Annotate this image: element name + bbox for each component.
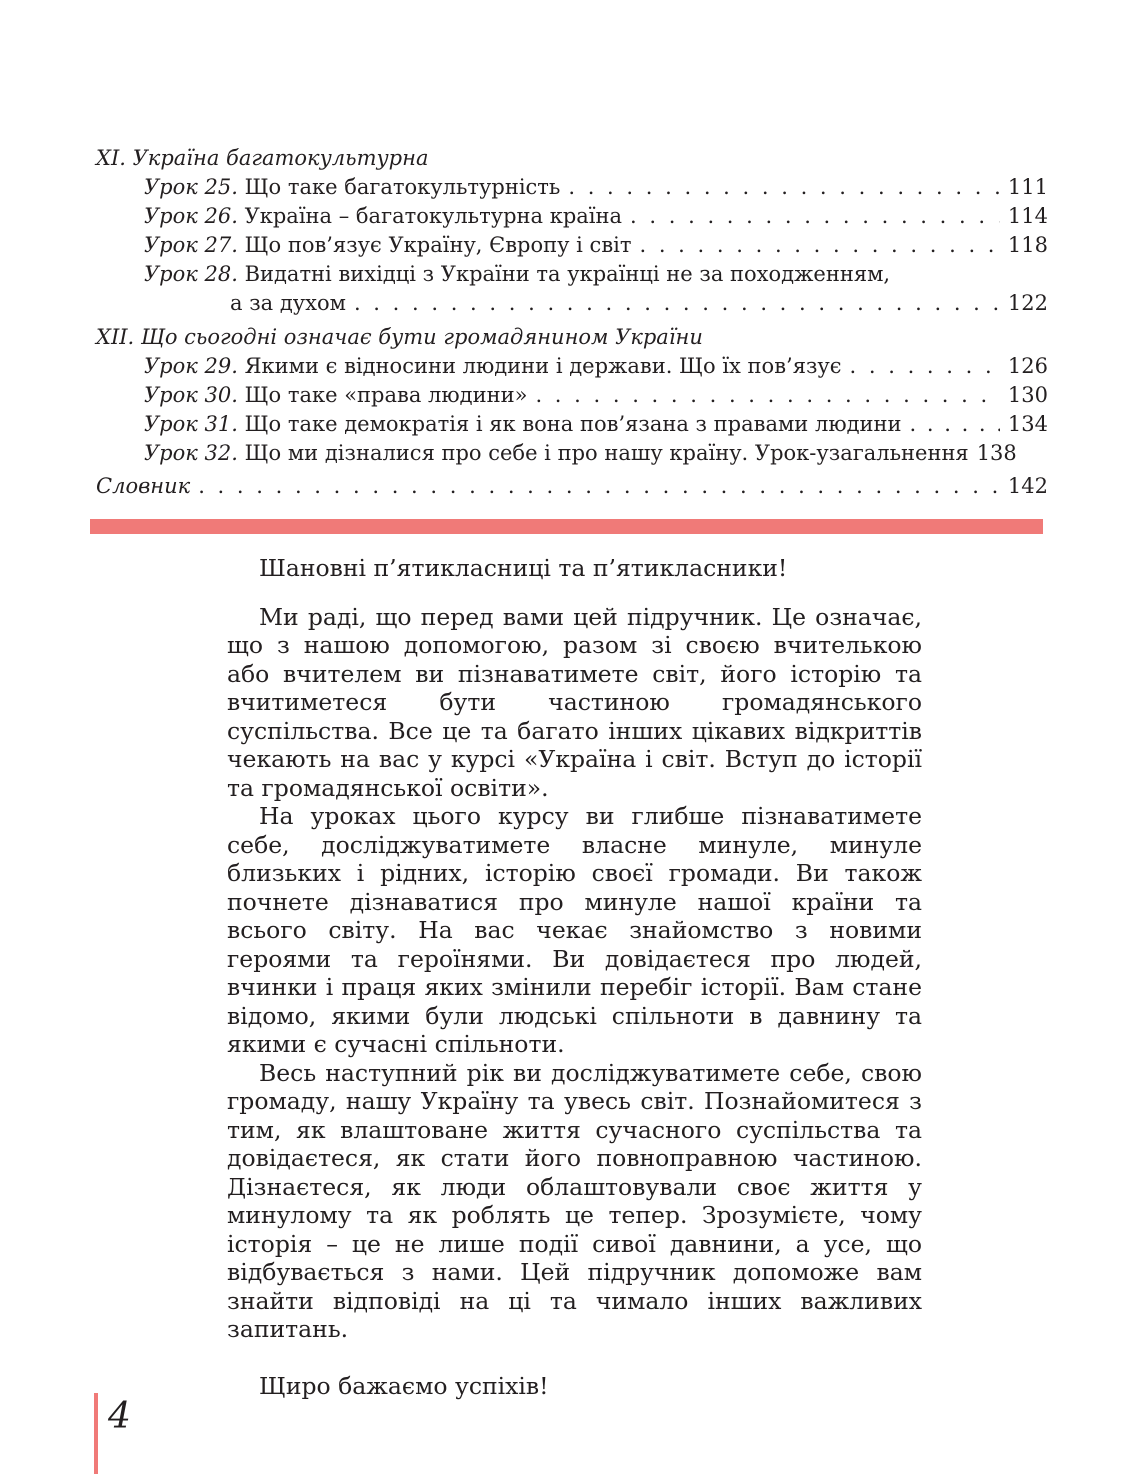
- toc-lesson-title: Видатні вихідці з України та українці не за походженням,: [244, 262, 891, 286]
- toc-entry-glossary[interactable]: [96, 472, 1048, 501]
- toc-lesson-title: Що ми дізналися про себе і про нашу країну. Урок-узагальнення: [244, 441, 969, 465]
- toc-entry-lesson-27[interactable]: [96, 231, 1048, 260]
- intro-paragraph: Весь наступний рік ви досліджуватимете себе, свою громаду, нашу Україну та увесь світ. Познайомитеся з тим, як влаштоване життя сучасного суспільства та довідаєтеся, як стати його повноправною частиною. Дізнаєтеся, як люди облаштовували своє життя у минулому та як роблять це тепер. Зрозумієте, чому історія – це не лише події сивої давнини, а усе, що відбувається з нами. Цей підручник допоможе вам знайти відповіді на ці та чимало інших важливих запитань.: [227, 1058, 922, 1343]
- toc-lesson-label: Урок 25.: [144, 175, 238, 199]
- toc-section-title: XI. Україна багатокультурна: [96, 146, 429, 170]
- toc-glossary-label: Словник: [96, 474, 191, 498]
- toc-entry-lesson-32[interactable]: [96, 439, 1048, 468]
- intro-text: [227, 554, 922, 1400]
- toc-entry-lesson-28-continued[interactable]: [96, 289, 1048, 318]
- toc-lesson-label: Урок 31.: [144, 412, 238, 436]
- toc-leader-dots: [354, 289, 1000, 318]
- toc-entry-lesson-28[interactable]: [96, 260, 1048, 289]
- toc-lesson-label: Урок 27.: [144, 233, 238, 257]
- toc-leader-dots: [630, 202, 1000, 231]
- toc-page-number: 122: [1007, 291, 1048, 315]
- toc-page-number: 111: [1007, 175, 1048, 199]
- toc-page-number: 142: [1007, 474, 1048, 498]
- toc-page-number: 134: [1007, 412, 1048, 436]
- toc-leader-dots: [535, 381, 999, 410]
- toc-leader-dots: [639, 231, 999, 260]
- toc-lesson-label: Урок 29.: [144, 354, 238, 378]
- toc-page-number: 126: [1007, 354, 1048, 378]
- intro-closing: Щиро бажаємо успіхів!: [259, 1371, 549, 1400]
- toc-lesson-label: Урок 30.: [144, 383, 238, 407]
- intro-greeting: Шановні п’ятикласниці та п’ятикласники!: [259, 554, 788, 582]
- toc-page-number: 138: [976, 441, 1017, 465]
- toc-lesson-title: Що таке демократія і як вона пов’язана з правами людини: [244, 412, 902, 436]
- toc-lesson-label: Урок 26.: [144, 204, 238, 228]
- toc-page-number: 130: [1007, 383, 1048, 407]
- toc-entry-lesson-30[interactable]: [96, 381, 1048, 410]
- table-of-contents: [96, 144, 1048, 501]
- toc-lesson-label: Урок 28.: [144, 262, 238, 286]
- toc-section-title: XII. Що сьогодні означає бути громадянином України: [96, 325, 703, 349]
- toc-page-number: 114: [1007, 204, 1048, 228]
- toc-lesson-title: Що пов’язує Україну, Європу і світ: [244, 233, 632, 257]
- toc-entry-lesson-26[interactable]: [96, 202, 1048, 231]
- toc-lesson-title: Що таке «права людини»: [244, 383, 528, 407]
- page-number: 4: [108, 1396, 131, 1437]
- toc-leader-dots: [910, 410, 1000, 439]
- page-number-marker: [94, 1393, 98, 1474]
- toc-leader-dots: [850, 352, 1000, 381]
- intro-paragraph: На уроках цього курсу ви глибше пізнаватимете себе, досліджуватимете власне минуле, минуле близьких і рідних, історію своєї громади. Ви також почнете дізнаватися про минуле нашої країни та всього світу. На вас чекає знайомство з новими героями та героїнями. Ви довідаєтеся про людей, вчинки і праця яких змінили перебіг історії. Вам стане відомо, якими були людські спільноти в давнину та якими є сучасні спільноти.: [227, 802, 922, 1058]
- toc-entry-lesson-29[interactable]: [96, 352, 1048, 381]
- toc-lesson-label: Урок 32.: [144, 441, 238, 465]
- toc-lesson-title-continued: а за духом: [230, 291, 346, 315]
- toc-lesson-title: Якими є відносини людини і держави. Що їх пов’язує: [244, 354, 842, 378]
- toc-lesson-title: Що таке багатокультурність: [244, 175, 561, 199]
- toc-entry-lesson-31[interactable]: [96, 410, 1048, 439]
- toc-entry-lesson-25[interactable]: [96, 173, 1048, 202]
- toc-page-number: 118: [1007, 233, 1048, 257]
- toc-leader-dots: [198, 472, 1000, 501]
- section-divider: [90, 519, 1043, 534]
- toc-lesson-title: Україна – багатокультурна країна: [244, 204, 623, 228]
- intro-paragraph: Ми раді, що перед вами цей підручник. Це означає, що з нашою допомогою, разом зі своєю вчителькою або вчителем ви пізнаватимете світ, його історію та вчитиметеся бути частиною громадянського суспільства. Все це та багато інших цікавих відкриттів чекають на вас у курсі «Україна і світ. Вступ до історії та громадянської освіти».: [227, 602, 922, 802]
- toc-leader-dots: [568, 173, 1000, 202]
